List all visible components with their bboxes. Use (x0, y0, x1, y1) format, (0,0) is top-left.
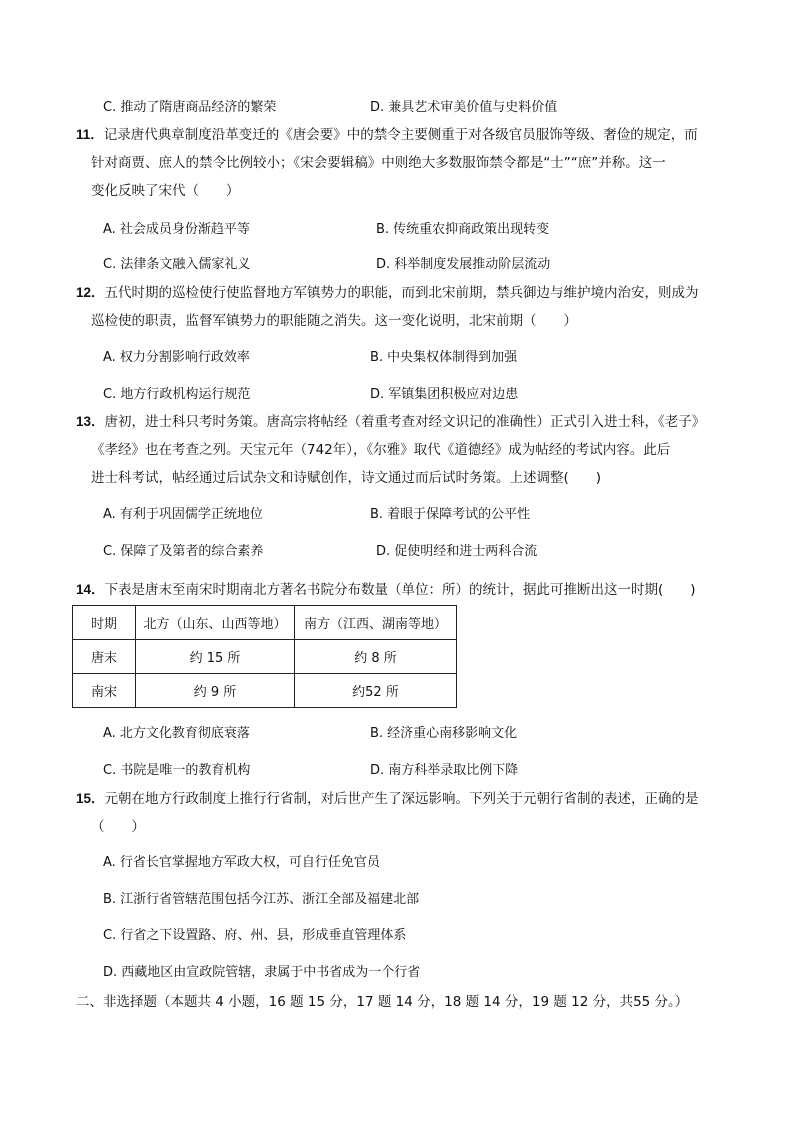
option-a: A. 行省长官掌握地方军政大权，可自行任免官员 (103, 855, 380, 870)
option-b: B. 传统重农抑商政策出现转变 (376, 222, 550, 237)
option-b: B. 中央集权体制得到加强 (370, 350, 518, 365)
table-header-row (73, 606, 457, 640)
question-12-line-1 (76, 281, 699, 301)
academy-distribution-table (72, 605, 457, 708)
table-cell: 约 8 所 (295, 640, 457, 674)
option-c: C. 书院是唯一的教育机构 (103, 763, 251, 778)
question-text: 元朝在地方行政制度上推行行省制，对后世产生了深远影响。下列关于元朝行省制的表述，正确的是 (104, 791, 699, 807)
question-number: 12． (76, 285, 105, 300)
option-a: A. 权力分割影响行政效率 (103, 350, 250, 365)
option-c: C. 保障了及第者的综合素养 (103, 544, 264, 559)
question-15-line-1 (76, 787, 699, 807)
table-cell: 约 9 所 (136, 674, 295, 708)
table-cell: 唐末 (73, 640, 136, 674)
question-text: 下表是唐末至南宋时期南北方著名书院分布数量（单位：所）的统计，据此可推断出这一时期( ) (104, 582, 696, 598)
option-d-q10: D. 兼具艺术审美价值与史料价值 (370, 100, 558, 115)
table-row (73, 674, 457, 708)
question-number: 11． (76, 127, 104, 142)
question-13-line-1 (76, 410, 705, 430)
question-number: 14． (76, 582, 105, 597)
option-d: D. 军镇集团积极应对边患 (370, 387, 519, 402)
question-text: 记录唐代典章制度沿革变迁的《唐会要》中的禁令主要侧重于对各级官员服饰等级、奢俭的规定，而 (103, 127, 698, 143)
table-cell: 约52 所 (295, 674, 457, 708)
section-heading: 二、非选择题（本题共 4 小题，16 题 15 分，17 题 14 分，18 题 14 分，19 题 12 分，共55 分。） (76, 994, 689, 1010)
table-row (73, 640, 457, 674)
question-13-line-3: 进士科考试，帖经通过后试杂文和诗赋创作，诗文通过而后试时务策。上述调整( ) (91, 470, 602, 486)
question-11-line-3: 变化反映了宋代（ ） (91, 183, 240, 199)
table-header-cell: 南方（江西、湖南等地） (295, 606, 457, 640)
table-header-cell: 时期 (73, 606, 136, 640)
option-d: D. 科举制度发展推动阶层流动 (376, 257, 551, 272)
option-a: A. 社会成员身份渐趋平等 (103, 222, 250, 237)
table-cell: 约 15 所 (136, 640, 295, 674)
option-a: A. 北方文化教育彻底衰落 (103, 726, 250, 741)
question-13-line-2: 《孝经》也在考查之列。天宝元年（742年），《尔雅》取代《道德经》成为帖经的考试内容。此后 (91, 442, 671, 458)
table-cell: 南宋 (73, 674, 136, 708)
option-b: B. 经济重心南移影响文化 (370, 726, 518, 741)
question-text: 五代时期的巡检使行使监督地方军镇势力的职能，而到北宋前期，禁兵御边与维护境内治安，则成为 (104, 285, 699, 301)
question-12-line-2: 巡检使的职责，监督军镇势力的职能随之消失。这一变化说明，北宋前期（ ） (91, 313, 577, 329)
table-header-cell: 北方（山东、山西等地） (136, 606, 295, 640)
question-11-line-2: 针对商贾、庶人的禁令比例较小；《宋会要辑稿》中则绝大多数服饰禁令都是“士”“庶”并称。这一 (91, 155, 666, 171)
question-14-line-1 (76, 578, 696, 598)
option-d: D. 促使明经和进士两科合流 (376, 544, 538, 559)
option-c: C. 行省之下设置路、府、州、县，形成垂直管理体系 (103, 928, 407, 943)
option-c-q10: C. 推动了隋唐商品经济的繁荣 (103, 100, 277, 115)
option-b: B. 着眼于保障考试的公平性 (370, 507, 531, 522)
option-c: C. 地方行政机构运行规范 (103, 387, 251, 402)
option-d: D. 南方科举录取比例下降 (370, 763, 519, 778)
option-b: B. 江浙行省管辖范围包括今江苏、浙江全部及福建北部 (103, 892, 420, 907)
question-number: 13． (76, 414, 105, 429)
question-11-line-1 (76, 123, 698, 143)
question-text: 唐初，进士科只考时务策。唐高宗将帖经（着重考查对经文识记的准确性）正式引入进士科，《老子》 (104, 414, 706, 430)
question-number: 15． (76, 791, 105, 806)
option-d: D. 西藏地区由宣政院管辖，隶属于中书省成为一个行省 (103, 965, 421, 980)
option-a: A. 有利于巩固儒学正统地位 (103, 507, 263, 522)
option-c: C. 法律条文融入儒家礼义 (103, 257, 251, 272)
question-15-line-2: （ ） (91, 819, 145, 835)
